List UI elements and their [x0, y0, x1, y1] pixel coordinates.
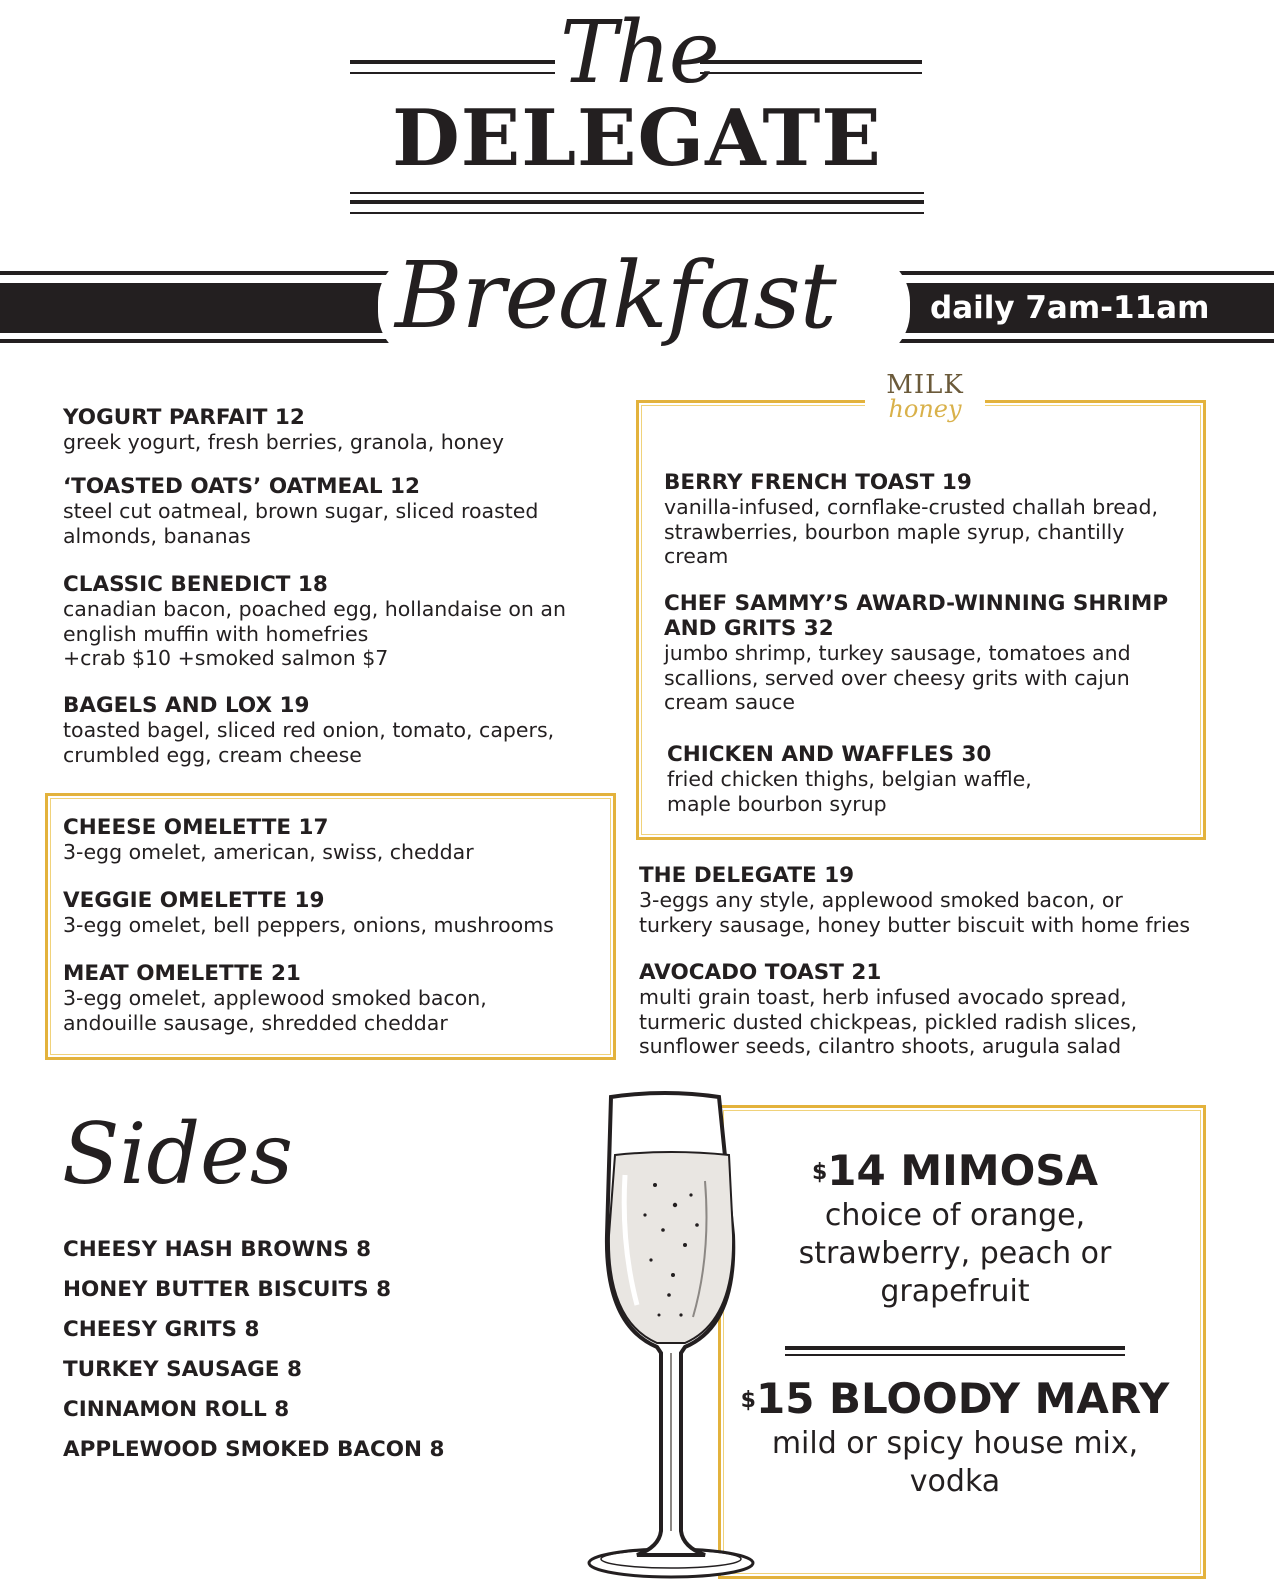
- item-name: AVOCADO TOAST 21: [639, 960, 882, 985]
- menu-item: [664, 591, 1194, 715]
- side-item: TURKEY SAUSAGE 8: [63, 1357, 302, 1382]
- item-desc: canadian bacon, poached egg, hollandaise on an: [63, 597, 566, 621]
- item-desc: scallions, served over cheesy grits with cajun: [664, 665, 1130, 690]
- drink-name: 15 BLOODY MARY: [755, 1374, 1170, 1423]
- item-name: BAGELS AND LOX 19: [63, 693, 310, 718]
- item-desc: crumbled egg, cream cheese: [63, 742, 362, 767]
- brand-script: The: [560, 3, 718, 103]
- item-desc: andouille sausage, shredded cheddar: [63, 1010, 448, 1035]
- item-desc: sunflower seeds, cilantro shoots, arugula salad: [639, 1034, 1122, 1058]
- item-name: CHEF SAMMY’S AWARD-WINNING SHRIMP: [664, 591, 1169, 616]
- menu-item: [639, 960, 1239, 1059]
- menu-item: [63, 572, 623, 671]
- item-name: CLASSIC BENEDICT 18: [63, 572, 328, 597]
- logo-milk: MILK: [886, 370, 964, 400]
- item-desc: jumbo shrimp, turkey sausage, tomatoes and: [664, 641, 1131, 665]
- item-desc: maple bourbon syrup: [667, 791, 887, 816]
- item-desc: strawberries, bourbon maple syrup, chantilly: [664, 519, 1125, 544]
- drink-desc: grapefruit: [880, 1274, 1030, 1309]
- item-desc: cream sauce: [664, 690, 796, 714]
- item-desc: 3-egg omelet, american, swiss, cheddar: [63, 840, 474, 864]
- item-desc: greek yogurt, fresh berries, granola, honey: [63, 430, 505, 454]
- drink-currency: $: [811, 1160, 828, 1185]
- item-desc: vanilla-infused, cornflake-crusted challah bread,: [664, 495, 1159, 519]
- item-name: ‘TOASTED OATS’ OATMEAL 12: [63, 474, 420, 499]
- hours-text: daily 7am-11am: [930, 290, 1210, 326]
- item-desc: fried chicken thighs, belgian waffle,: [667, 767, 1032, 791]
- menu-item: [639, 863, 1239, 937]
- header-rule: [350, 192, 924, 194]
- item-name: AND GRITS 32: [664, 616, 834, 641]
- item-name: YOGURT PARFAIT 12: [63, 405, 305, 430]
- item-desc: multi grain toast, herb infused avocado spread,: [639, 985, 1127, 1009]
- drink-title: [720, 1375, 1190, 1423]
- item-name: CHICKEN AND WAFFLES 30: [667, 742, 992, 767]
- item-desc: 3-egg omelet, applewood smoked bacon,: [63, 986, 487, 1010]
- menu-item: [667, 742, 1197, 816]
- side-item: CHEESY HASH BROWNS 8: [63, 1237, 372, 1262]
- item-desc: +crab $10 +smoked salmon $7: [63, 646, 389, 670]
- logo-honey: honey: [888, 395, 962, 423]
- item-desc: cream: [664, 544, 729, 568]
- menu-item: [63, 815, 623, 865]
- item-desc: turmeric dusted chickpeas, pickled radish slices,: [639, 1009, 1138, 1034]
- side-item: APPLEWOOD SMOKED BACON 8: [63, 1437, 445, 1462]
- item-name: MEAT OMELETTE 21: [63, 961, 301, 986]
- menu-item: [63, 474, 623, 548]
- drink-desc: strawberry, peach or: [798, 1236, 1112, 1271]
- side-item: CHEESY GRITS 8: [63, 1317, 260, 1342]
- drink-title: [720, 1147, 1190, 1195]
- item-desc: steel cut oatmeal, brown sugar, sliced roasted: [63, 499, 539, 523]
- drink-desc: mild or spicy house mix,: [771, 1426, 1139, 1461]
- drinks-divider: [785, 1354, 1125, 1356]
- item-name: THE DELEGATE 19: [639, 863, 855, 888]
- item-name: BERRY FRENCH TOAST 19: [664, 470, 972, 495]
- side-item: CINNAMON ROLL 8: [63, 1397, 290, 1422]
- header-rule: [350, 212, 924, 214]
- item-desc: 3-egg omelet, bell peppers, onions, mushrooms: [63, 913, 554, 937]
- menu-item: [63, 405, 623, 455]
- item-desc: toasted bagel, sliced red onion, tomato, capers,: [63, 718, 555, 742]
- drink-name: 14 MIMOSA: [827, 1146, 1099, 1195]
- section-title: Breakfast: [395, 242, 836, 349]
- side-item: HONEY BUTTER BISCUITS 8: [63, 1277, 392, 1302]
- item-name: VEGGIE OMELETTE 19: [63, 888, 325, 913]
- item-desc: turkery sausage, honey butter biscuit with home fries: [639, 912, 1191, 937]
- drink-currency: $: [740, 1388, 756, 1413]
- drinks-divider: [785, 1346, 1125, 1350]
- header-rule: [350, 60, 555, 64]
- milk-honey-logo: [865, 370, 985, 440]
- drink-desc: vodka: [909, 1464, 1001, 1499]
- menu-item: [664, 470, 1194, 569]
- header-rule: [350, 72, 555, 74]
- item-desc: english muffin with homefries: [63, 621, 369, 646]
- item-desc: almonds, bananas: [63, 523, 251, 548]
- drink-desc: choice of orange,: [824, 1198, 1086, 1233]
- item-name: CHEESE OMELETTE 17: [63, 815, 329, 840]
- brand-name: DELEGATE: [392, 93, 882, 184]
- menu-item: [63, 693, 623, 767]
- sides-title: Sides: [62, 1105, 293, 1203]
- item-desc: 3-eggs any style, applewood smoked bacon, or: [639, 888, 1123, 912]
- header-rule: [700, 72, 922, 74]
- menu-item: [63, 888, 623, 938]
- header-rule: [700, 60, 922, 64]
- header-rule: [350, 200, 924, 204]
- menu-item: [63, 961, 623, 1035]
